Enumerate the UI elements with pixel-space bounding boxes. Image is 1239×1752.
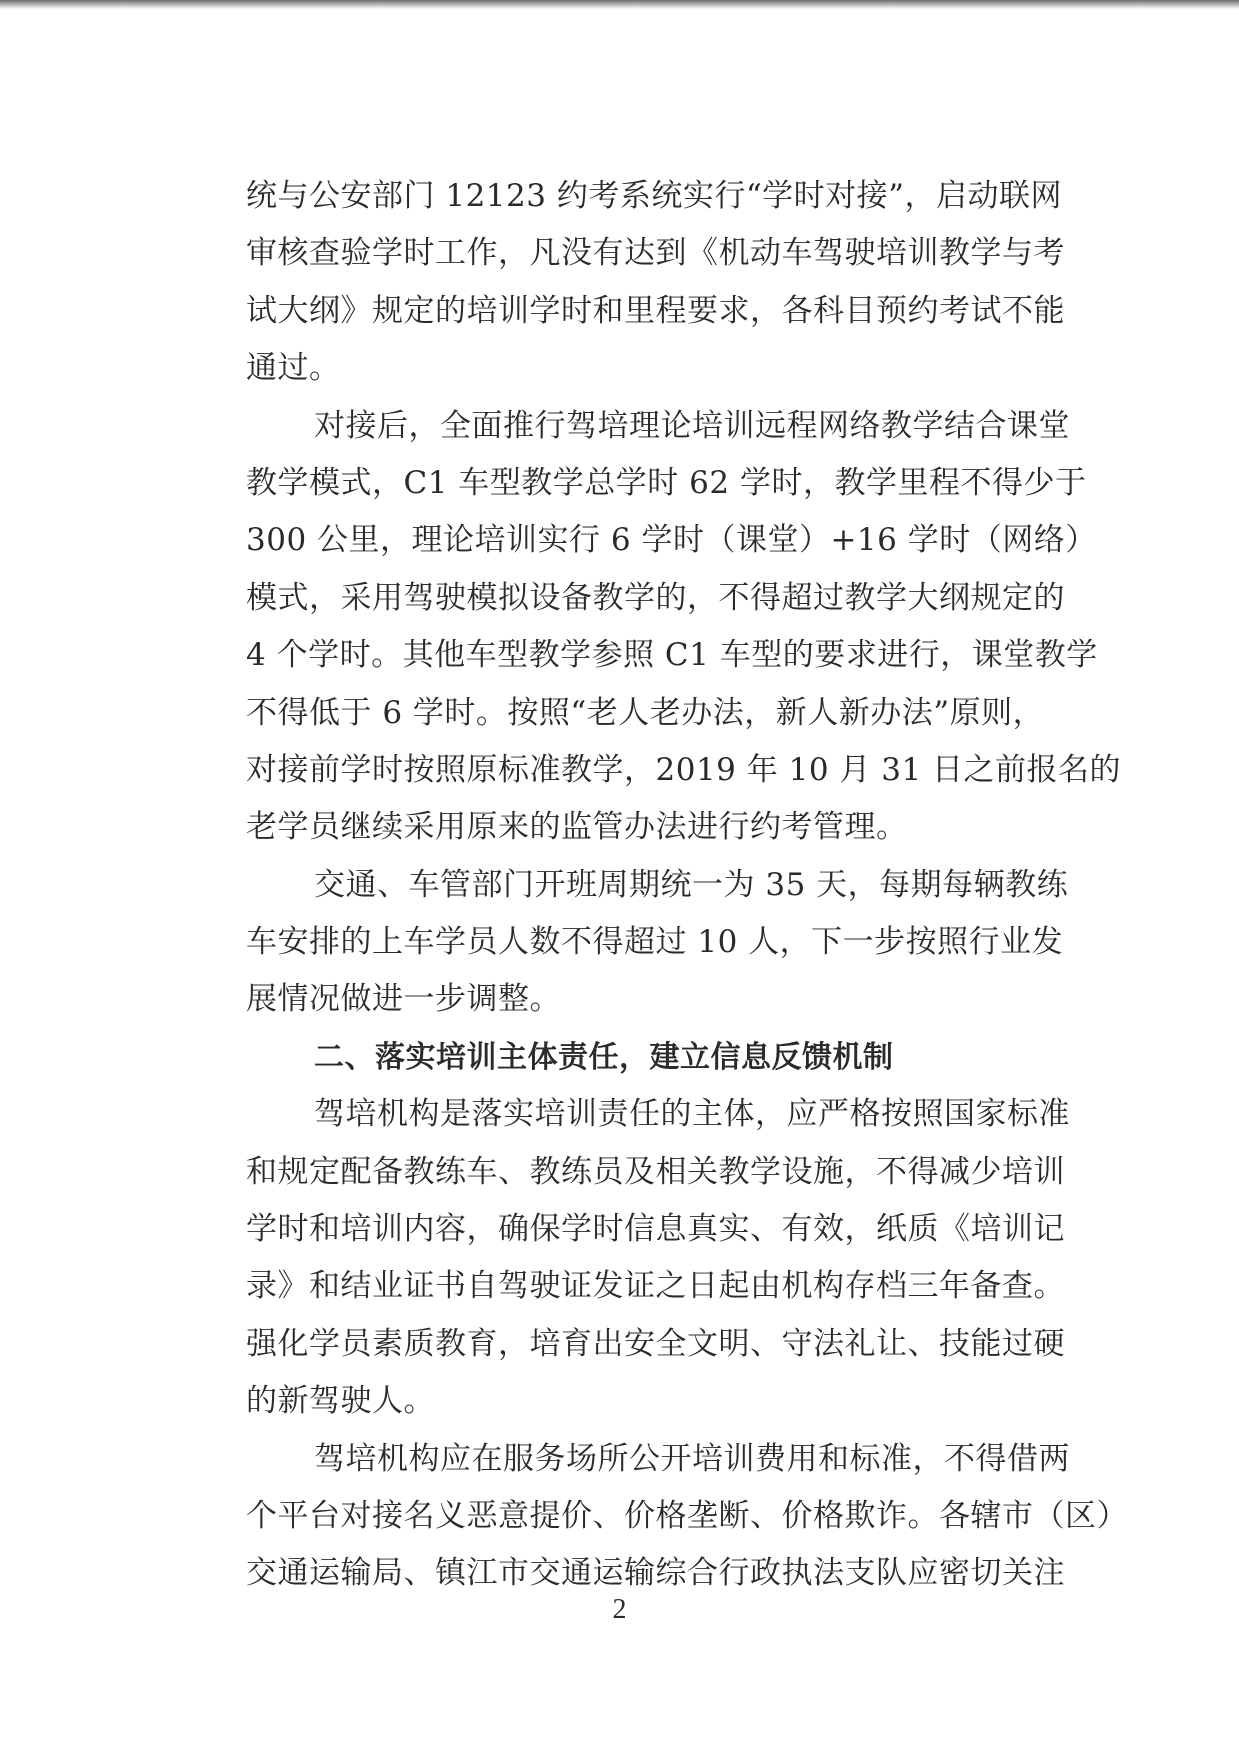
paragraph-first-line: 驾培机构应在服务场所公开培训费用和标准，不得借两: [314, 1440, 1070, 1477]
text-line: 通过。: [246, 350, 341, 387]
text-line: 强化学员素质教育，培育出安全文明、守法礼让、技能过硬: [246, 1325, 1065, 1362]
text-line: 不得低于 6 学时。按照“老人老办法，新人新办法”原则，: [246, 694, 1045, 731]
text-line: 展情况做进一步调整。: [246, 981, 561, 1018]
text-line: 审核查验学时工作，凡没有达到《机动车驾驶培训教学与考: [246, 235, 1065, 272]
text-line: 4 个学时。其他车型教学参照 C1 车型的要求进行，课堂教学: [246, 637, 1098, 674]
scan-top-edge: [0, 0, 1239, 9]
text-line: 学时和培训内容，确保学时信息真实、有效，纸质《培训记: [246, 1211, 1065, 1248]
text-line: 的新驾驶人。: [246, 1383, 435, 1420]
text-line: 统与公安部门 12123 约考系统实行“学时对接”，启动联网: [246, 178, 1063, 214]
text-line: 和规定配备教练车、教练员及相关教学设施，不得减少培训: [246, 1153, 1065, 1190]
text-line: 个平台对接名义恶意提价、价格垄断、价格欺诈。各辖市（区）: [246, 1497, 1128, 1534]
text-line: 模式，采用驾驶模拟设备教学的，不得超过教学大纲规定的: [246, 579, 1065, 616]
text-line: 300 公里，理论培训实行 6 学时（课堂）+16 学时（网络）: [246, 522, 1097, 559]
document-body: [246, 168, 1128, 1603]
text-line: 试大纲》规定的培训学时和里程要求，各科目预约考试不能: [246, 292, 1065, 329]
text-line: 教学模式，C1 车型教学总学时 62 学时，教学里程不得少于: [246, 464, 1087, 501]
paragraph-first-line: 交通、车管部门开班周期统一为 35 天，每期每辆教练: [314, 866, 1069, 903]
text-line: 车安排的上车学员人数不得超过 10 人，下一步按照行业发: [246, 924, 1064, 961]
paragraph-first-line: 驾培机构是落实培训责任的主体，应严格按照国家标准: [314, 1096, 1070, 1133]
text-line: 交通运输局、镇江市交通运输综合行政执法支队应密切关注: [246, 1555, 1065, 1592]
paragraph-first-line: 对接后，全面推行驾培理论培训远程网络教学结合课堂: [314, 407, 1070, 444]
text-line: 对接前学时按照原标准教学，2019 年 10 月 31 日之前报名的: [246, 751, 1122, 788]
section-heading: 二、落实培训主体责任，建立信息反馈机制: [314, 1039, 894, 1075]
page-number: 2: [612, 1594, 627, 1625]
text-line: 录》和结业证书自驾驶证发证之日起由机构存档三年备查。: [246, 1268, 1065, 1305]
text-line: 老学员继续采用原来的监管办法进行约考管理。: [246, 809, 908, 846]
